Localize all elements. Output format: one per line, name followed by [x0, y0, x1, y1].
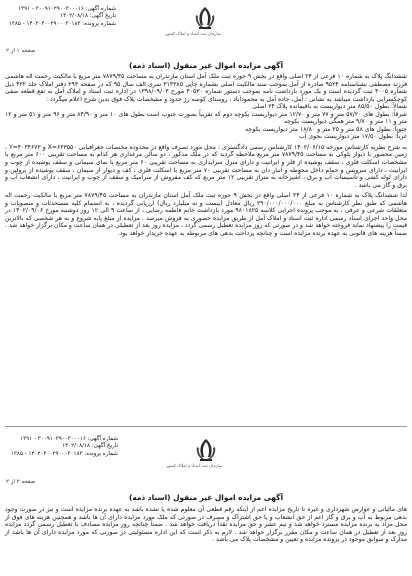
page-number: صفحه ۲ از ۲ — [6, 479, 36, 485]
registry-emblem-icon — [190, 5, 220, 31]
notice-body-1 — [5, 73, 407, 237]
file-number: شماره پرونده: ۱۴۰۲۰۴۰۰۲۹۰۰۰۳۰۱۸۳ - ۱۳۸۵ — [8, 20, 116, 27]
logo-caption: سازمان ثبت اسناد و املاک کشور — [165, 32, 222, 37]
registry-logo — [166, 437, 223, 469]
expert-opinion: به شرح نظریه کارشناس مورخه ۱۴۰۲/۰۶/۱۵ کارشناس رسمی دادگستری : محل مورد تصرف واقع در محدوده مختصات جغرافیایی X=۶۲۳۵۵۰ و Y=۴۰۳۴۶۷۳ ، زمین محصور با دیوار بلوکی به مساحت ۷۸۷۹/۴۵ متر مربع ملاحظه گردید که در ملک مذکور ، دو سالن مرغداری هر کدام به مساحت تقریبی ۶۰۰ متر مربع با مشخصات اسکلت فلزی ، سقف پوشیده از فلز و ایرانیت و دارای منزل سرایداری به مساحت تقریبی ۶۰ متر مربع با نمای سیمانی و سقف پوشیده از چوب و ایرانیت ، دارای سرویس و حمام داخل محوطه و انبار دان به مساحت تقریبی ۷۰ متر مربع با اسکلت فلزی ، کف و دیوار از سیمان ، سقف پوشیده از پرولین و دارای لوله کشی و تاسیسات آب و برق ، آشپزخانه به متراژ تقریبی ۱۲ متر مربع که کف مفروش از سرامیک و سقف از چوب و ایرانیت ، دارای انشعاب آب و برق و گاز می باشد . — [5, 143, 408, 189]
registry-emblem-icon — [191, 437, 221, 463]
file-number: شماره پرونده: ۱۴۰۲۰۴۰۰۲۹۰۰۰۳۰۱۸۳ - ۱۳۸۵ — [10, 450, 118, 457]
registry-logo — [165, 5, 222, 37]
continuation-text: های مالیاتی و عوارض شهرداری و غیره تا تاریخ مزایده اعم از اینکه رقم قطعی آن معلوم شده یا نشده باشد به عهده برنده مزایده است و نیز در صورت وجود بدهی مربوط به آب و برق و گاز اعم از حق انشعاب و یا حق اشتراک و مصرف در صورتی که ملک مورد مزایده دارای آن ها باشد و همچنین هزینه های فوق از محل مزاد به برنده مزایده مسترد خواهد شد و نیم عشر و حق مزایده نقداً دریافت خواهد شد . ضمناً چنانچه روز مزایده مصادف با تعطیل رسمی گردد مزایده روز بعد از تعطیل در همان ساعت و مکان مقرر برگزار خواهد شد . لازم به ذکر است که این اداره مسئولیتی در صورتی که مورد مزایده دارای آن ها باشد از مدارک و سوابق موجود در پرونده مزایده و تعیین و مشخصات پلاک می باشد . — [5, 506, 407, 544]
boundary-south: جنوباً: بطول های ۵۸ متر و ۲۵ متر و ۱۸/۸۰ متر دیواریست بکوچه — [245, 125, 407, 133]
notice-title: آگهی مزایده اموال غیر منقول (اسناد ذمه) — [128, 493, 284, 502]
notice-meta-2 — [6, 436, 118, 458]
notice-number: شماره آگهی: ۳۰۰۹۱۰۲۹۰۰۳۰۰۰۱۶ - ۱۳۹۱ — [20, 436, 118, 442]
logo-caption: سازمان ثبت اسناد و املاک کشور — [166, 464, 223, 469]
property-description: ششدانگ پلاک به شماره ۱۰ فرعی از ۲۴ اصلی واقع در بخش ۹ حوزه ثبت ملک آمل استان مازندران به مساحت ۷۸۷۹/۴۵ متر مربع با مالکیت رحمت اله هاشمی فرزند مصطفی بشناسنامه ۹۵۲۴ صادره از آمل بموجب سند مالکیت اصلی بشماره چاپی ۳۱۴۳۸۵ سری الف سال ۹۵ که در صفحه ۲۹۳ دفتر املاک جلد ۴۳۲ ذیل شماره ۴۰۰۵ ثبت گردیده است و یک مورد بازداشت نامه بموجب دستور شماره ۴۰۵۳۰ مورخ ۱۳۹۸/۰۹/۰۳ در اداره ثبت اسناد و املاک آمل به نفع قطعه صفی کوچکسرایی بازداشت میباشد به نشانی : آمل، جاده آمل به محمودآباد ، روستای کوسه رز حدود و مشخصات پلاک فوق بدین شرح اعلام میگردد : — [5, 73, 408, 103]
notice-date: تاریخ آگهی: ۱۴۰۲/۰۸/۱۸ — [60, 13, 116, 20]
boundary-west: غرباً: بطول ۱۷/۵۰ متر دیواریست بجوی آب — [299, 133, 407, 141]
auction-terms: لذا ششدانگ پلاک به شماره ۱۰ فرعی از ۲۴ اصلی واقع در بخش ۹ حوزه ثبت ملک آمل استان مازندران به مساحت ۷۸۷۹/۴۵ متر مربع با مالکیت رحمت اله هاشمی که طبق نظر کارشناس به مبلغ ۲۹۰/۰۰۰/۰۰۰/۰۰۰ ریال معادل (بیست و نه میلیارد ریال) ارزیابی گردیده ، به انضمام کلیه مستحدثات و منصوبات و متعلقات شرعی و عرفی ، به موجب پرونده اجرایی کلاسه ۹۸۰۱۸۲۵ مورد بازداشت خانم فاطمه رضایی ، از ساعت ۹ الی ۱۲ روز دوشنبه مورخ ۱۴۰۲/۰۹/۰۶ در محل واحد اجرای اسناد رسمی اداره ثبت اسناد و املاک آمل از طریق مزایده حضوری به فروش میرسد . مزایده از مبلغ پایه شروع و به هر شخصی که بالاترین قیمت را پیشنهاد نماید فروخته خواهد شد و در صورتی که روز مزایده تعطیل رسمی گردد ، مزایده روز بعد از تعطیلی در همان ساعت و مکان برگزار خواهد شد . ضمناً هزینه های قانونی به عهده برنده مزایده است و چنانچه پرداخت بدهی های مربوطه به عهده خریدار خواهد بود. — [5, 192, 408, 237]
notice-meta-1 — [4, 6, 116, 28]
page-number: صفحه ۱ از ۲ — [6, 48, 36, 54]
boundary-north: شمالاً: بطول ۸۵/۵۰ متر دیواریست به باقیمانده پلاک ۲۴ اصلی — [252, 103, 407, 111]
notice-number: شماره آگهی: ۳۰۰۹۱۰۲۹۰۰۳۰۰۰۱۶ - ۱۳۹۱ — [18, 6, 116, 12]
page-divider — [5, 426, 407, 427]
notice-date: تاریخ آگهی: ۱۴۰۲/۰۸/۱۸ — [62, 443, 118, 450]
boundary-east: شرقاً: بطول های ۵۷/۲۰ متر و ۷۷ متر و ۱۲/۷۰ متر دیواریست بکوچه دوم که تقریباً بصورت جنوب است بطول های ۱۰ متر و ۸۴/۹۰ متر و ۹۶ متر و ۵۱ متر و ۱۲ متر و ۱۱ متر و ۹/۷۰ متر همگی دیواریست بکوچه — [5, 110, 407, 126]
notice-title: آگهی مزایده اموال غیر منقول (اسناد ذمه) — [128, 61, 284, 70]
notice-body-2 — [5, 506, 407, 544]
